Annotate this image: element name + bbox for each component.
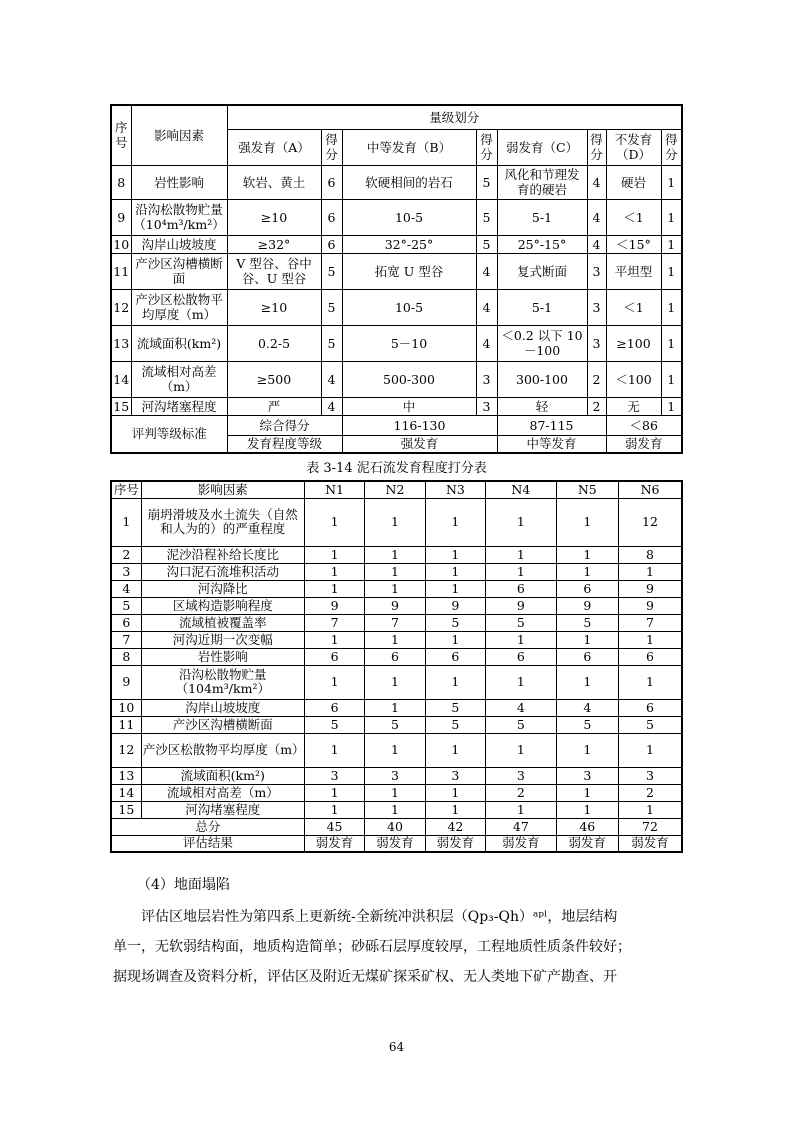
- strong-value: 严: [227, 397, 321, 415]
- total-score-weak: ＜86: [606, 415, 682, 435]
- factor-name: 河沟堵塞程度: [141, 801, 304, 818]
- score-cell: 5: [556, 716, 618, 733]
- header-score: 得分: [661, 129, 682, 165]
- total-score-label: 综合得分: [227, 415, 342, 435]
- strong-score: 5: [321, 289, 342, 325]
- row-index: 14: [111, 361, 131, 397]
- factor-name: 产沙区松散物平均厚度（m）: [141, 733, 304, 767]
- strong-value: ≥500: [227, 361, 321, 397]
- result-cell: 弱发育: [619, 835, 682, 852]
- score-cell: 6: [619, 699, 682, 716]
- score-cell: 3: [486, 767, 556, 784]
- row-index: 15: [111, 801, 141, 818]
- result-cell: 弱发育: [304, 835, 364, 852]
- score-cell: 1: [425, 665, 485, 699]
- table-row: [111, 597, 682, 614]
- weak-score: 2: [587, 397, 606, 415]
- table-row: [111, 716, 682, 733]
- score-cell: 1: [556, 498, 618, 546]
- score-cell: 6: [304, 699, 364, 716]
- total-score-strong: 116-130: [342, 415, 497, 435]
- medium-value: 10-5: [342, 199, 476, 235]
- header-index: 序号: [111, 105, 131, 165]
- score-cell: 1: [304, 801, 364, 818]
- row-index: 14: [111, 784, 141, 801]
- strong-score: 6: [321, 199, 342, 235]
- score-cell: 9: [556, 597, 618, 614]
- none-score: 1: [661, 199, 682, 235]
- header-score: 得分: [476, 129, 497, 165]
- result-cell: 弱发育: [556, 835, 618, 852]
- row-index: 2: [111, 546, 141, 563]
- none-value: 平坦型: [606, 253, 661, 289]
- table-row: [111, 397, 682, 415]
- grade-medium: 中等发育: [497, 435, 606, 453]
- row-index: 9: [111, 665, 141, 699]
- score-cell: 5: [365, 716, 425, 733]
- table-row: [111, 361, 682, 397]
- weak-value: 复式断面: [497, 253, 587, 289]
- score-cell: 1: [619, 801, 682, 818]
- header-factor: 影响因素: [131, 105, 227, 165]
- criteria-label: 评判等级标准: [111, 415, 227, 453]
- row-index: 11: [111, 716, 141, 733]
- weak-score: 4: [587, 199, 606, 235]
- score-cell: 1: [425, 784, 485, 801]
- factor-name: 河沟近期一次变幅: [141, 631, 304, 648]
- none-score: 1: [661, 235, 682, 253]
- header-medium: 中等发育（B）: [342, 129, 476, 165]
- medium-value: 10-5: [342, 289, 476, 325]
- total-row: [111, 818, 682, 835]
- row-index: 8: [111, 648, 141, 665]
- none-value: 无: [606, 397, 661, 415]
- factor-name: 沟岸山坡坡度: [141, 699, 304, 716]
- factor-name: 沿沟松散物贮量（104m³/km²）: [141, 665, 304, 699]
- score-cell: 1: [304, 784, 364, 801]
- score-cell: 1: [304, 631, 364, 648]
- score-cell: 8: [619, 546, 682, 563]
- factor-name: 河沟堵塞程度: [131, 397, 227, 415]
- medium-value: 拓宽 U 型谷: [342, 253, 476, 289]
- score-cell: 1: [556, 801, 618, 818]
- medium-score: 5: [476, 199, 497, 235]
- factor-name: 产沙区沟槽横断面: [141, 716, 304, 733]
- strong-score: 5: [321, 325, 342, 361]
- none-value: ＜100: [606, 361, 661, 397]
- row-index: 10: [111, 699, 141, 716]
- score-cell: 5: [556, 614, 618, 631]
- factor-name: 产沙区沟槽横断面: [131, 253, 227, 289]
- total-cell: 42: [425, 818, 485, 835]
- grade-weak: 弱发育: [606, 435, 682, 453]
- none-value: ＜1: [606, 199, 661, 235]
- strong-score: 5: [321, 253, 342, 289]
- grade-label: 发育程度等级: [227, 435, 342, 453]
- table-row: [111, 767, 682, 784]
- weak-score: 4: [587, 165, 606, 199]
- score-cell: 1: [425, 546, 485, 563]
- none-score: 1: [661, 325, 682, 361]
- score-cell: 9: [304, 597, 364, 614]
- column-header: N5: [556, 481, 618, 498]
- score-cell: 1: [556, 563, 618, 580]
- score-cell: 1: [425, 801, 485, 818]
- score-cell: 6: [304, 648, 364, 665]
- score-cell: 1: [486, 801, 556, 818]
- score-cell: 1: [486, 631, 556, 648]
- table-row: [111, 546, 682, 563]
- medium-score: 4: [476, 325, 497, 361]
- total-cell: 46: [556, 818, 618, 835]
- score-cell: 1: [556, 631, 618, 648]
- row-index: 12: [111, 289, 131, 325]
- score-cell: 1: [304, 665, 364, 699]
- table-row: [111, 563, 682, 580]
- score-cell: 1: [365, 580, 425, 597]
- medium-score: 4: [476, 289, 497, 325]
- factor-name: 崩坍滑坡及水土流失（自然和人为的）的严重程度: [141, 498, 304, 546]
- score-cell: 1: [425, 498, 485, 546]
- column-header: 影响因素: [141, 481, 304, 498]
- table-row: [111, 648, 682, 665]
- column-header: N3: [425, 481, 485, 498]
- score-cell: 5: [486, 614, 556, 631]
- factor-name: 沟口泥石流堆积活动: [141, 563, 304, 580]
- column-header: N4: [486, 481, 556, 498]
- none-score: 1: [661, 361, 682, 397]
- none-value: 硬岩: [606, 165, 661, 199]
- row-index: 10: [111, 235, 131, 253]
- row-index: 5: [111, 597, 141, 614]
- strong-value: 0.2-5: [227, 325, 321, 361]
- score-cell: 1: [425, 563, 485, 580]
- result-cell: 弱发育: [425, 835, 485, 852]
- score-cell: 9: [425, 597, 485, 614]
- score-cell: 1: [619, 665, 682, 699]
- score-cell: 1: [556, 665, 618, 699]
- strong-score: 4: [321, 397, 342, 415]
- score-table: [110, 480, 683, 853]
- table-row: [111, 235, 682, 253]
- score-cell: 1: [304, 546, 364, 563]
- score-cell: 5: [425, 614, 485, 631]
- table-row: [111, 614, 682, 631]
- score-cell: 1: [365, 699, 425, 716]
- score-cell: 3: [556, 767, 618, 784]
- header-score: 得分: [321, 129, 342, 165]
- factor-name: 河沟降比: [141, 580, 304, 597]
- score-cell: 1: [365, 546, 425, 563]
- score-cell: 1: [365, 784, 425, 801]
- strong-value: ≥10: [227, 289, 321, 325]
- row-index: 8: [111, 165, 131, 199]
- grade-strong: 强发育: [342, 435, 497, 453]
- score-cell: 5: [425, 699, 485, 716]
- none-score: 1: [661, 165, 682, 199]
- score-cell: 1: [619, 631, 682, 648]
- none-score: 1: [661, 253, 682, 289]
- paragraph-line: 单一，无软弱结构面，地质构造简单；砂砾石层厚度较厚，工程地质性质条件较好；: [113, 939, 631, 955]
- weak-value: 25°-15°: [497, 235, 587, 253]
- table-row: [111, 165, 682, 199]
- table-row: [111, 289, 682, 325]
- weak-score: 3: [587, 253, 606, 289]
- weak-score: 3: [587, 289, 606, 325]
- score-cell: 6: [365, 648, 425, 665]
- score-cell: 5: [304, 716, 364, 733]
- medium-value: 500-300: [342, 361, 476, 397]
- none-score: 1: [661, 397, 682, 415]
- table-row: [111, 253, 682, 289]
- column-header: 序号: [111, 481, 141, 498]
- score-cell: 6: [486, 648, 556, 665]
- score-cell: 1: [486, 733, 556, 767]
- score-cell: 3: [365, 767, 425, 784]
- result-label: 评估结果: [111, 835, 304, 852]
- column-header: N2: [365, 481, 425, 498]
- score-cell: 1: [619, 733, 682, 767]
- table-header-row: [111, 481, 682, 498]
- medium-value: 5－10: [342, 325, 476, 361]
- factor-name: 流域植被覆盖率: [141, 614, 304, 631]
- medium-score: 3: [476, 361, 497, 397]
- factor-name: 泥沙沿程补给长度比: [141, 546, 304, 563]
- score-cell: 3: [619, 767, 682, 784]
- paragraph-line: 评估区地层岩性为第四系上更新统-全新统冲洪积层（Qp₃-Qh）ᵃᵖˡ，地层结构: [141, 909, 618, 925]
- factor-name: 产沙区松散物平均厚度（m）: [131, 289, 227, 325]
- score-cell: 1: [365, 801, 425, 818]
- score-cell: 1: [486, 563, 556, 580]
- row-index: 7: [111, 631, 141, 648]
- section-heading: （4）地面塌陷: [137, 877, 230, 893]
- result-cell: 弱发育: [365, 835, 425, 852]
- weak-value: 5-1: [497, 199, 587, 235]
- score-cell: 6: [619, 648, 682, 665]
- score-cell: 9: [619, 597, 682, 614]
- score-cell: 9: [619, 580, 682, 597]
- total-cell: 72: [619, 818, 682, 835]
- score-cell: 9: [365, 597, 425, 614]
- factor-name: 区域构造影响程度: [141, 597, 304, 614]
- header-weak: 弱发育（C）: [497, 129, 587, 165]
- score-cell: 1: [365, 563, 425, 580]
- none-value: ＜15°: [606, 235, 661, 253]
- weak-value: 300-100: [497, 361, 587, 397]
- score-cell: 1: [556, 546, 618, 563]
- score-cell: 6: [425, 648, 485, 665]
- none-value: ≥100: [606, 325, 661, 361]
- factor-name: 岩性影响: [131, 165, 227, 199]
- row-index: 9: [111, 199, 131, 235]
- table-row: [111, 733, 682, 767]
- total-label: 总分: [111, 818, 304, 835]
- table-caption: 表 3-14 泥石流发育程度打分表: [306, 461, 487, 476]
- score-cell: 2: [486, 784, 556, 801]
- weak-score: 2: [587, 361, 606, 397]
- row-index: 15: [111, 397, 131, 415]
- result-row: [111, 835, 682, 852]
- strong-value: ≥32°: [227, 235, 321, 253]
- score-cell: 3: [304, 767, 364, 784]
- strong-score: 6: [321, 165, 342, 199]
- factor-name: 流域面积(km²): [131, 325, 227, 361]
- table-row: [111, 498, 682, 546]
- score-cell: 9: [486, 597, 556, 614]
- score-cell: 7: [619, 614, 682, 631]
- row-index: 4: [111, 580, 141, 597]
- weak-score: 3: [587, 325, 606, 361]
- score-cell: 2: [619, 784, 682, 801]
- medium-score: 5: [476, 165, 497, 199]
- strong-value: ≥10: [227, 199, 321, 235]
- table-row: [111, 199, 682, 235]
- score-cell: 1: [619, 563, 682, 580]
- table-row: [111, 631, 682, 648]
- score-cell: 5: [619, 716, 682, 733]
- medium-score: 5: [476, 235, 497, 253]
- score-cell: 1: [365, 498, 425, 546]
- factor-name: 岩性影响: [141, 648, 304, 665]
- total-cell: 45: [304, 818, 364, 835]
- header-score: 得分: [587, 129, 606, 165]
- column-header: N6: [619, 481, 682, 498]
- score-cell: 1: [365, 665, 425, 699]
- medium-value: 32°-25°: [342, 235, 476, 253]
- weak-score: 4: [587, 235, 606, 253]
- weak-value: 轻: [497, 397, 587, 415]
- none-score: 1: [661, 289, 682, 325]
- score-cell: 1: [304, 498, 364, 546]
- table-row: [111, 784, 682, 801]
- score-cell: 12: [619, 498, 682, 546]
- paragraph-line: 据现场调查及资料分析，评估区及附近无煤矿探采矿权、无人类地下矿产勘查、开: [113, 969, 617, 985]
- result-cell: 弱发育: [486, 835, 556, 852]
- factor-name: 流域面积(km²): [141, 767, 304, 784]
- score-cell: 1: [425, 580, 485, 597]
- total-cell: 40: [365, 818, 425, 835]
- table-row: [111, 801, 682, 818]
- score-cell: 4: [486, 699, 556, 716]
- table-row: [111, 325, 682, 361]
- total-cell: 47: [486, 818, 556, 835]
- weak-value: ＜0.2 以下 10－100: [497, 325, 587, 361]
- table-row: [111, 580, 682, 597]
- factor-name: 沿沟松散物贮量（10⁴m³/km²）: [131, 199, 227, 235]
- score-cell: 1: [556, 733, 618, 767]
- factor-name: 流域相对高差（m）: [141, 784, 304, 801]
- table-row: [111, 699, 682, 716]
- score-cell: 1: [556, 784, 618, 801]
- row-index: 3: [111, 563, 141, 580]
- factor-classification-table: [110, 104, 683, 454]
- score-cell: 7: [304, 614, 364, 631]
- score-cell: 1: [486, 546, 556, 563]
- score-cell: 1: [365, 733, 425, 767]
- medium-score: 3: [476, 397, 497, 415]
- row-index: 13: [111, 767, 141, 784]
- factor-name: 沟岸山坡坡度: [131, 235, 227, 253]
- score-cell: 1: [365, 631, 425, 648]
- score-cell: 1: [486, 665, 556, 699]
- header-level: 量级划分: [227, 105, 682, 129]
- score-cell: 7: [365, 614, 425, 631]
- page-number: 64: [388, 1040, 405, 1054]
- score-cell: 1: [304, 733, 364, 767]
- strong-score: 6: [321, 235, 342, 253]
- score-cell: 1: [486, 498, 556, 546]
- score-cell: 6: [556, 580, 618, 597]
- score-cell: 5: [425, 716, 485, 733]
- weak-value: 5-1: [497, 289, 587, 325]
- score-cell: 3: [425, 767, 485, 784]
- score-cell: 6: [556, 648, 618, 665]
- header-strong: 强发育（A）: [227, 129, 321, 165]
- score-cell: 1: [425, 631, 485, 648]
- strong-score: 4: [321, 361, 342, 397]
- medium-score: 4: [476, 253, 497, 289]
- score-cell: 1: [304, 580, 364, 597]
- row-index: 1: [111, 498, 141, 546]
- header-none: 不发育（D）: [606, 129, 661, 165]
- score-cell: 1: [425, 733, 485, 767]
- row-index: 12: [111, 733, 141, 767]
- factor-name: 流域相对高差（m）: [131, 361, 227, 397]
- strong-value: V 型谷、谷中谷、U 型谷: [227, 253, 321, 289]
- score-cell: 4: [556, 699, 618, 716]
- none-value: ＜1: [606, 289, 661, 325]
- medium-value: 中: [342, 397, 476, 415]
- row-index: 6: [111, 614, 141, 631]
- row-index: 13: [111, 325, 131, 361]
- column-header: N1: [304, 481, 364, 498]
- row-index: 11: [111, 253, 131, 289]
- weak-value: 风化和节理发育的硬岩: [497, 165, 587, 199]
- score-cell: 6: [486, 580, 556, 597]
- score-cell: 5: [486, 716, 556, 733]
- medium-value: 软硬相间的岩石: [342, 165, 476, 199]
- total-score-medium: 87-115: [497, 415, 606, 435]
- strong-value: 软岩、黄土: [227, 165, 321, 199]
- table-row: [111, 665, 682, 699]
- score-cell: 1: [304, 563, 364, 580]
